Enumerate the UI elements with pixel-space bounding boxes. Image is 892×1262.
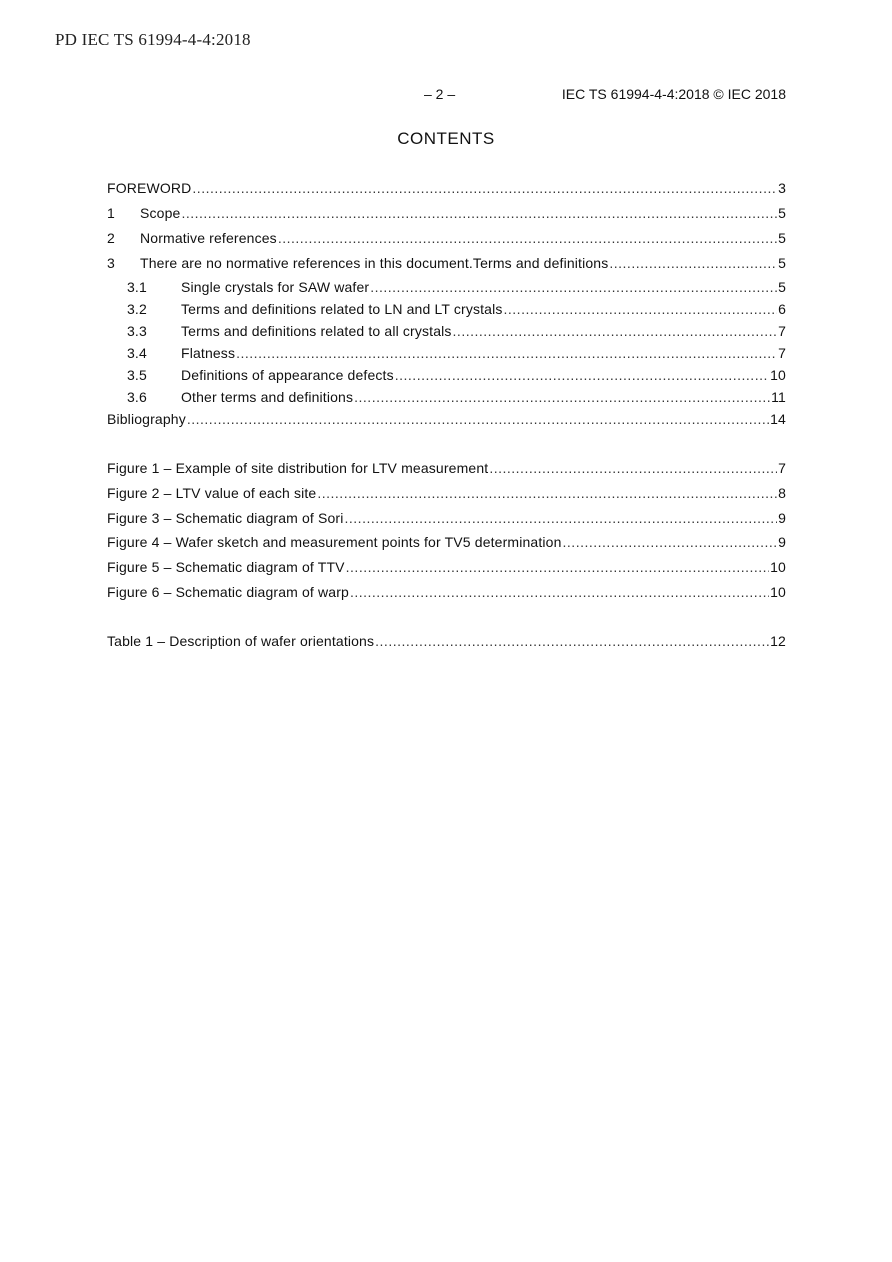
toc-section-number: 3.2 bbox=[127, 301, 147, 317]
contents-title: CONTENTS bbox=[397, 129, 495, 148]
toc-dot-leader bbox=[278, 229, 777, 247]
figure-entry-title: Figure 4 – Wafer sketch and measurement points for TV5 determination bbox=[107, 534, 562, 550]
toc-entry-appearance-defects[interactable] bbox=[107, 366, 786, 384]
toc-section-number: 3.5 bbox=[127, 367, 147, 383]
toc-page-number: 9 bbox=[778, 534, 786, 550]
table-list-entry[interactable] bbox=[107, 632, 786, 650]
document-id: PD IEC TS 61994-4-4:2018 bbox=[55, 30, 251, 49]
toc-entry-title: Bibliography bbox=[107, 411, 186, 427]
toc-entry-title: Other terms and definitions bbox=[181, 389, 354, 405]
figure-entry-title: Figure 2 – LTV value of each site bbox=[107, 485, 317, 501]
toc-dot-leader bbox=[350, 583, 769, 601]
toc-dot-leader bbox=[317, 484, 777, 502]
toc-dot-leader bbox=[563, 533, 778, 551]
figure-list-entry[interactable] bbox=[107, 533, 786, 551]
toc-dot-leader bbox=[192, 179, 777, 197]
toc-dot-leader bbox=[504, 300, 778, 318]
figure-list-entry[interactable] bbox=[107, 459, 786, 477]
toc-entry-title: Terms and definitions related to all crystals bbox=[181, 323, 452, 339]
toc-section-number: 3.4 bbox=[127, 345, 147, 361]
table-entry-title: Table 1 – Description of wafer orientations bbox=[107, 633, 375, 649]
toc-entry-normative-references[interactable] bbox=[107, 229, 786, 247]
figure-list-entry[interactable] bbox=[107, 583, 786, 601]
figure-entry-title: Figure 3 – Schematic diagram of Sori bbox=[107, 510, 344, 526]
toc-entry-scope[interactable] bbox=[107, 204, 786, 222]
toc-entry-title: Terms and definitions related to LN and LT crystals bbox=[181, 301, 503, 317]
toc-dot-leader bbox=[609, 254, 777, 272]
toc-entry-terms-and-definitions[interactable] bbox=[107, 254, 786, 272]
toc-dot-leader bbox=[489, 459, 777, 477]
toc-section-number: 3.6 bbox=[127, 389, 147, 405]
toc-entry-title: FOREWORD bbox=[107, 180, 192, 196]
toc-page-number: 8 bbox=[778, 485, 786, 501]
toc-page-number: 10 bbox=[770, 367, 786, 383]
toc-page-number: 10 bbox=[770, 584, 786, 600]
toc-entry-title: Definitions of appearance defects bbox=[181, 367, 394, 383]
toc-dot-leader bbox=[375, 632, 769, 650]
toc-entry-all-crystals[interactable] bbox=[107, 322, 786, 340]
toc-page-number: 12 bbox=[770, 633, 786, 649]
toc-dot-leader bbox=[370, 278, 777, 296]
toc-page-number: 5 bbox=[778, 205, 786, 221]
toc-page-number: 14 bbox=[770, 411, 786, 427]
toc-entry-single-crystals[interactable] bbox=[107, 278, 786, 296]
toc-entry-bibliography[interactable] bbox=[107, 410, 786, 428]
figure-entry-title: Figure 1 – Example of site distribution for LTV measurement bbox=[107, 460, 489, 476]
figure-entry-title: Figure 5 – Schematic diagram of TTV bbox=[107, 559, 345, 575]
toc-entry-title: Scope bbox=[140, 205, 181, 221]
toc-page-number: 6 bbox=[778, 301, 786, 317]
toc-page-number: 5 bbox=[778, 279, 786, 295]
toc-section-number: 2 bbox=[107, 230, 115, 246]
figure-list-entry[interactable] bbox=[107, 558, 786, 576]
toc-dot-leader bbox=[181, 204, 777, 222]
toc-entry-title: Normative references bbox=[140, 230, 277, 246]
toc-section-number: 1 bbox=[107, 205, 115, 221]
figure-list-entry[interactable] bbox=[107, 509, 786, 527]
toc-dot-leader bbox=[395, 366, 769, 384]
toc-entry-title: There are no normative references in this document.Terms and definitions bbox=[140, 255, 609, 271]
toc-dot-leader bbox=[453, 322, 778, 340]
toc-dot-leader bbox=[187, 410, 769, 428]
toc-entry-title: Single crystals for SAW wafer bbox=[181, 279, 370, 295]
toc-page-number: 5 bbox=[778, 255, 786, 271]
toc-section-number: 3.3 bbox=[127, 323, 147, 339]
toc-page-number: 7 bbox=[778, 460, 786, 476]
toc-entry-other-terms[interactable] bbox=[107, 388, 786, 406]
toc-page-number: 9 bbox=[778, 510, 786, 526]
toc-dot-leader bbox=[236, 344, 777, 362]
toc-entry-title: Flatness bbox=[181, 345, 236, 361]
page-header bbox=[400, 86, 786, 104]
toc-page-number: 7 bbox=[778, 323, 786, 339]
toc-section-number: 3 bbox=[107, 255, 115, 271]
toc-entry-flatness[interactable] bbox=[107, 344, 786, 362]
toc-page-number: 7 bbox=[778, 345, 786, 361]
toc-page-number: 11 bbox=[771, 389, 786, 405]
page-number: – 2 – bbox=[424, 86, 456, 102]
toc-page-number: 5 bbox=[778, 230, 786, 246]
toc-entry-ln-lt-crystals[interactable] bbox=[107, 300, 786, 318]
toc-dot-leader bbox=[345, 509, 778, 527]
figure-list-entry[interactable] bbox=[107, 484, 786, 502]
toc-section-number: 3.1 bbox=[127, 279, 147, 295]
toc-page-number: 10 bbox=[770, 559, 786, 575]
toc-dot-leader bbox=[346, 558, 769, 576]
copyright-notice: IEC TS 61994-4-4:2018 © IEC 2018 bbox=[561, 86, 786, 102]
toc-page-number: 3 bbox=[778, 180, 786, 196]
toc-entry-foreword[interactable] bbox=[107, 179, 786, 197]
figure-entry-title: Figure 6 – Schematic diagram of warp bbox=[107, 584, 349, 600]
toc-dot-leader bbox=[354, 388, 770, 406]
